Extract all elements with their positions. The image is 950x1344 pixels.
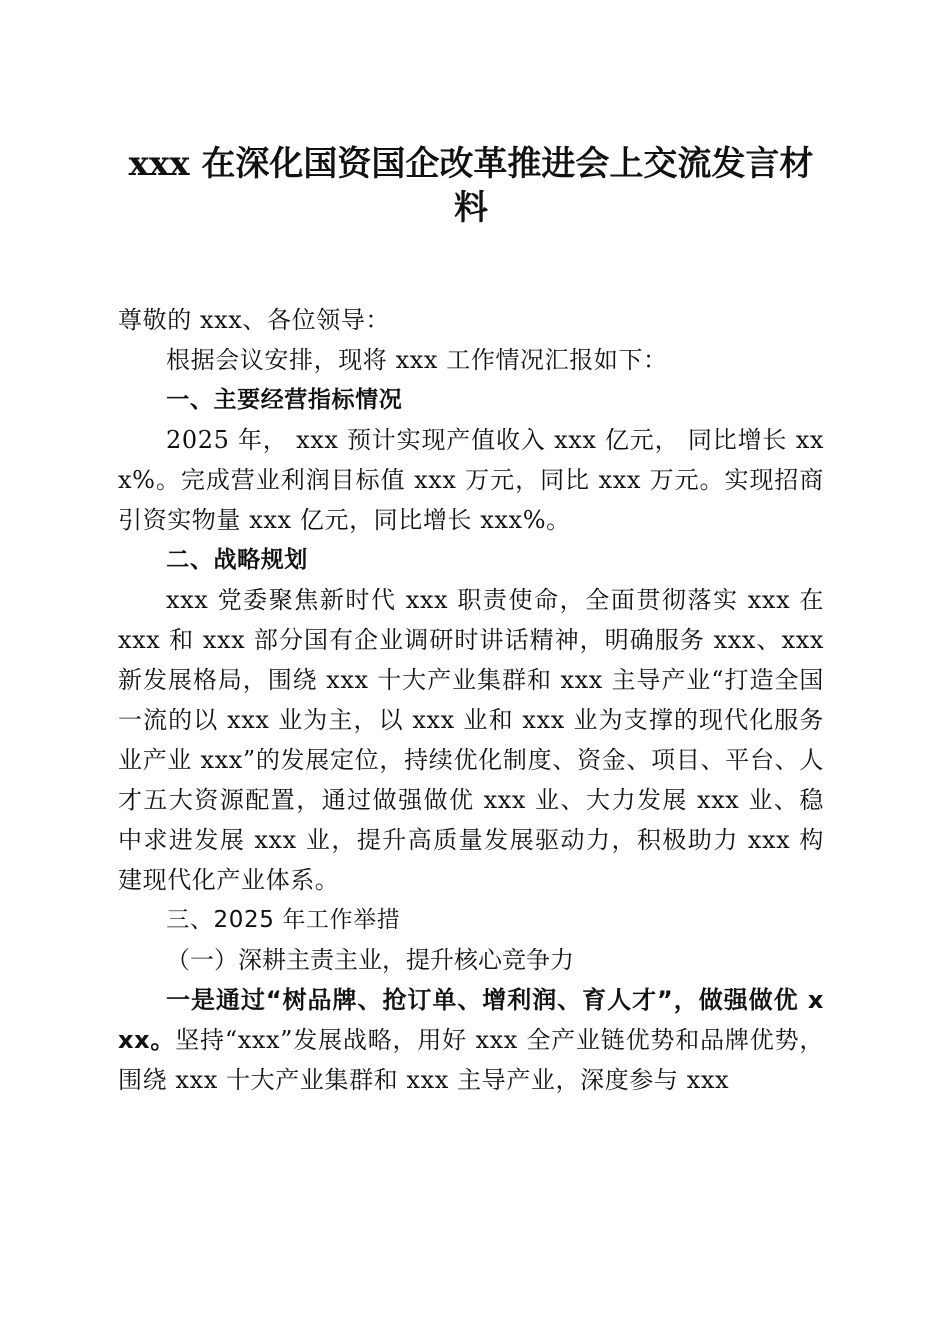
document-title: xxx 在深化国资国企改革推进会上交流发言材料	[128, 144, 814, 228]
section-2-heading: 二、战略规划	[166, 547, 308, 573]
section-3-subheading: （一）深耕主责主业，提升核心竞争力	[166, 946, 574, 974]
salutation: 尊敬的 xxx、各位领导：	[118, 306, 391, 334]
section-1-body: 2025 年， xxx 预计实现产值收入 xxx 亿元， 同比增长 xxx%。完成营业利润目标值 xxx 万元，同比 xxx 万元。实现招商引资实物量 xxx 亿元，同比增长 xxx%。	[118, 426, 824, 534]
title-spacer	[118, 230, 824, 300]
section-3-body	[118, 980, 824, 1100]
section-3-lead: 一是通过“树品牌、抢订单、增利润、育人才”，做强做优 xxx。	[118, 986, 824, 1054]
section-1-heading: 一、主要经营指标情况	[166, 387, 403, 413]
intro-paragraph: 根据会议安排，现将 xxx 工作情况汇报如下：	[166, 346, 668, 374]
section-3-text: 坚持“xxx”发展战略，用好 xxx 全产业链优势和品牌优势，围绕 xxx 十大产业集群和 xxx 主导产业，深度参与 xxx	[118, 1026, 824, 1094]
section-3-heading: 三、2025 年工作举措	[166, 907, 401, 933]
document-page	[118, 130, 824, 1100]
section-2-body: xxx 党委聚焦新时代 xxx 职责使命，全面贯彻落实 xxx 在 xxx 和 xxx 部分国有企业调研时讲话精神，明确服务 xxx、xxx 新发展格局，围绕 xxx 十大产业集群和 xxx 主导产业“打造全国一流的以 xxx 业为主，以 xxx 业和 xxx 业为支撑的现代化服务业产业 xxx”的发展定位，持续优化制度、资金、项目、平台、人才五大资源配置，通过做强做优 xxx 业、大力发展 xxx 业、稳中求进发展 xxx 业，提升高质量发展驱动力，积极助力 xxx 构建现代化产业体系。	[118, 586, 824, 894]
